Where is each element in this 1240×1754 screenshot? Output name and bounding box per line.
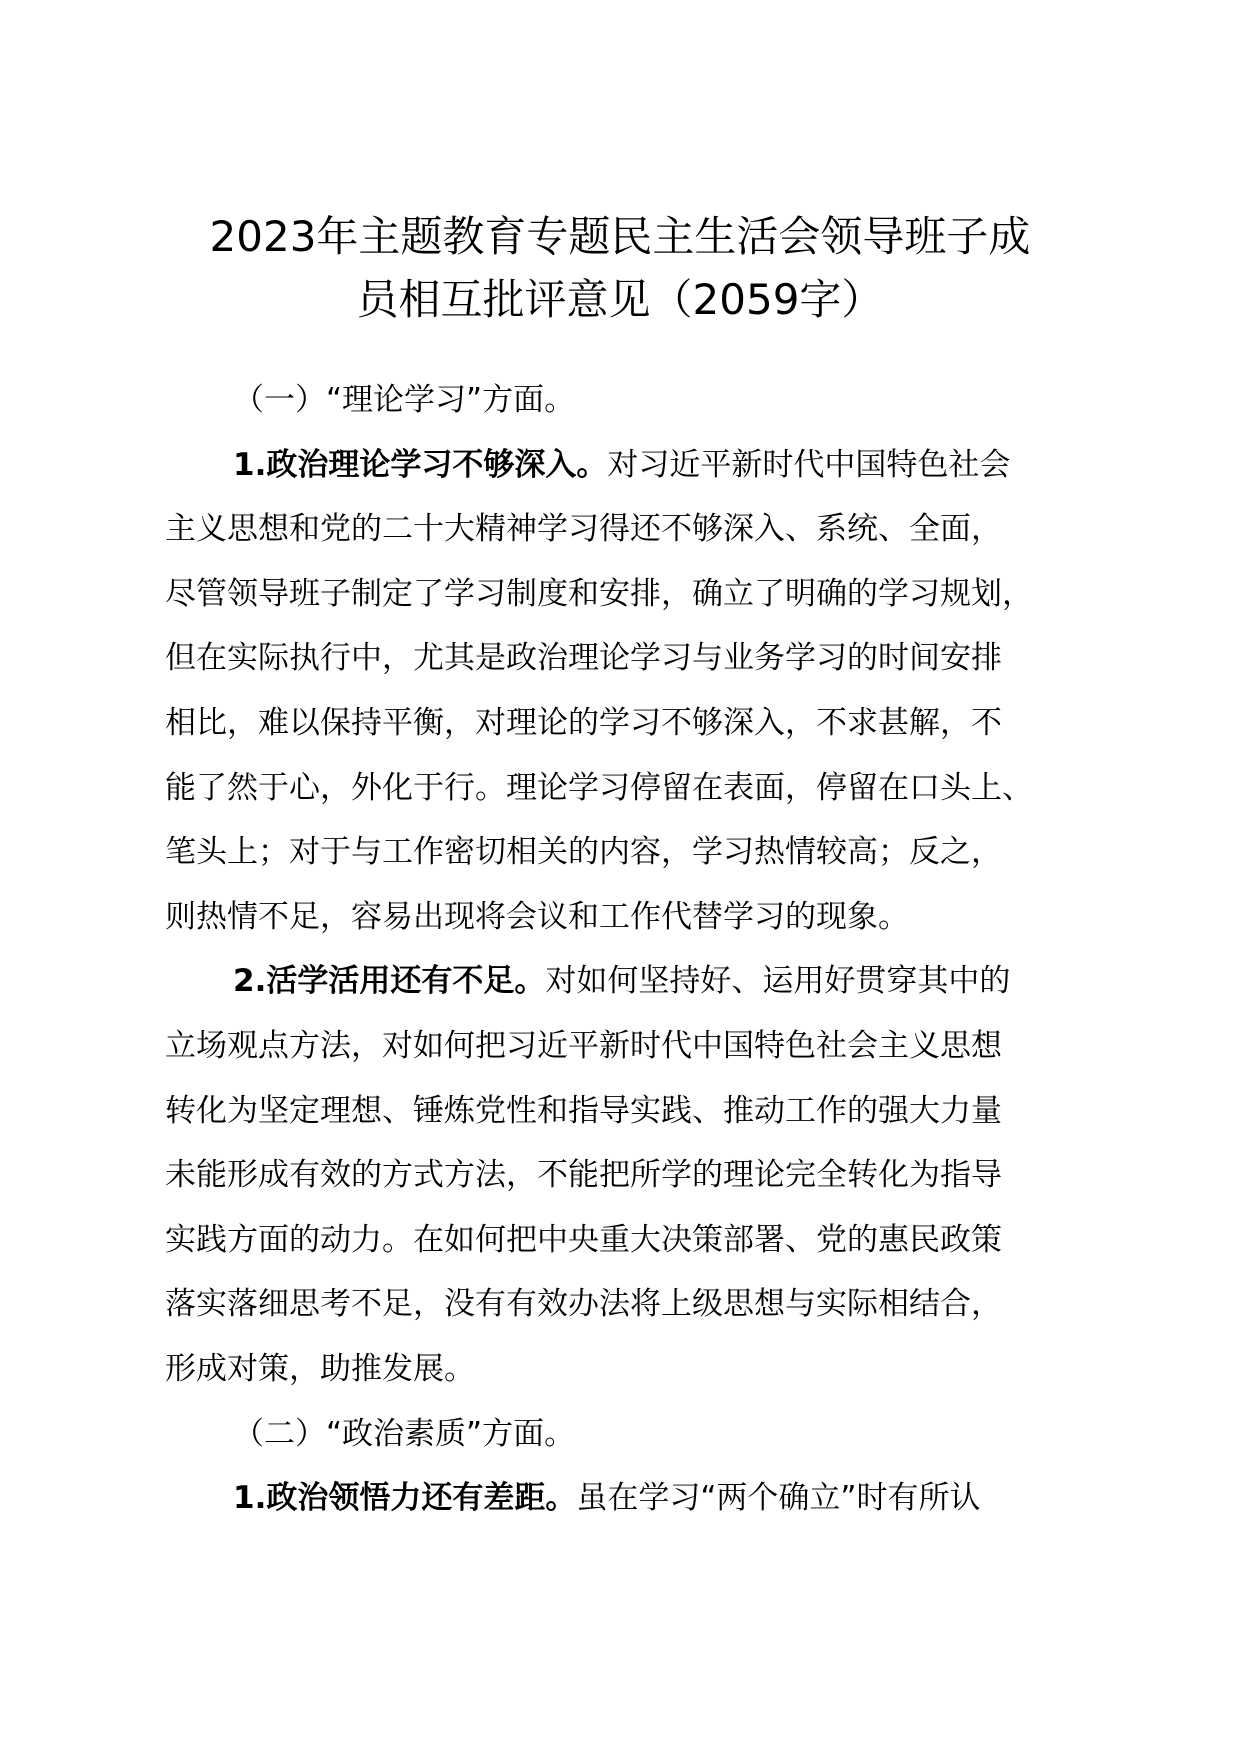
title-line-2: 员相互批评意见（2059字） xyxy=(356,275,884,324)
body-line: 相比，难以保持平衡，对理论的学习不够深入，不求甚解，不 xyxy=(165,704,1002,741)
title-line-1: 2023年主题教育专题民主生活会领导班子成 xyxy=(209,212,1031,261)
body-line: 笔头上；对于与工作密切相关的内容，学习热情较高；反之， xyxy=(165,834,1002,871)
body-line: 主义思想和党的二十大精神学习得还不够深入、系统、全面， xyxy=(165,511,1002,548)
point-2-1-first-line xyxy=(165,1466,1110,1531)
point-text: 对习近平新时代中国特色社会 xyxy=(607,446,1011,483)
body-line: 实践方面的动力。在如何把中央重大决策部署、党的惠民政策 xyxy=(165,1221,1002,1258)
body-line: 转化为坚定理想、锤炼党性和指导实践、推动工作的强大力量 xyxy=(165,1092,1002,1129)
section-heading-theory-study: （一）“理论学习”方面。 xyxy=(233,382,576,418)
point-heading: 1.政治领悟力还有差距。 xyxy=(233,1480,577,1517)
body-line: 则热情不足，容易出现将会议和工作代替学习的现象。 xyxy=(165,898,909,935)
body-line: 能了然于心，外化于行。理论学习停留在表面，停留在口头上、 xyxy=(165,769,1033,806)
point-1-2-first-line xyxy=(165,949,1110,1014)
document-body xyxy=(165,368,1110,1531)
body-line: 形成对策，助推发展。 xyxy=(165,1350,475,1387)
point-heading: 2.活学活用还有不足。 xyxy=(233,963,546,1000)
document-title xyxy=(150,205,1090,331)
body-line: 尽管领导班子制定了学习制度和安排，确立了明确的学习规划， xyxy=(165,575,1033,612)
body-line: 落实落细思考不足，没有有效办法将上级思想与实际相结合， xyxy=(165,1286,1002,1323)
point-heading: 1.政治理论学习不够深入。 xyxy=(233,446,608,483)
point-text: 虽在学习“两个确立”时有所认 xyxy=(576,1480,981,1517)
body-line: 立场观点方法，对如何把习近平新时代中国特色社会主义思想 xyxy=(165,1027,1002,1064)
point-1-1-first-line xyxy=(165,433,1110,498)
section-heading-political-quality: （二）“政治素质”方面。 xyxy=(233,1415,576,1452)
point-text: 对如何坚持好、运用好贯穿其中的 xyxy=(545,963,1011,1000)
body-line: 未能形成有效的方式方法，不能把所学的理论完全转化为指导 xyxy=(165,1157,1002,1194)
body-line: 但在实际执行中，尤其是政治理论学习与业务学习的时间安排 xyxy=(165,640,1002,677)
